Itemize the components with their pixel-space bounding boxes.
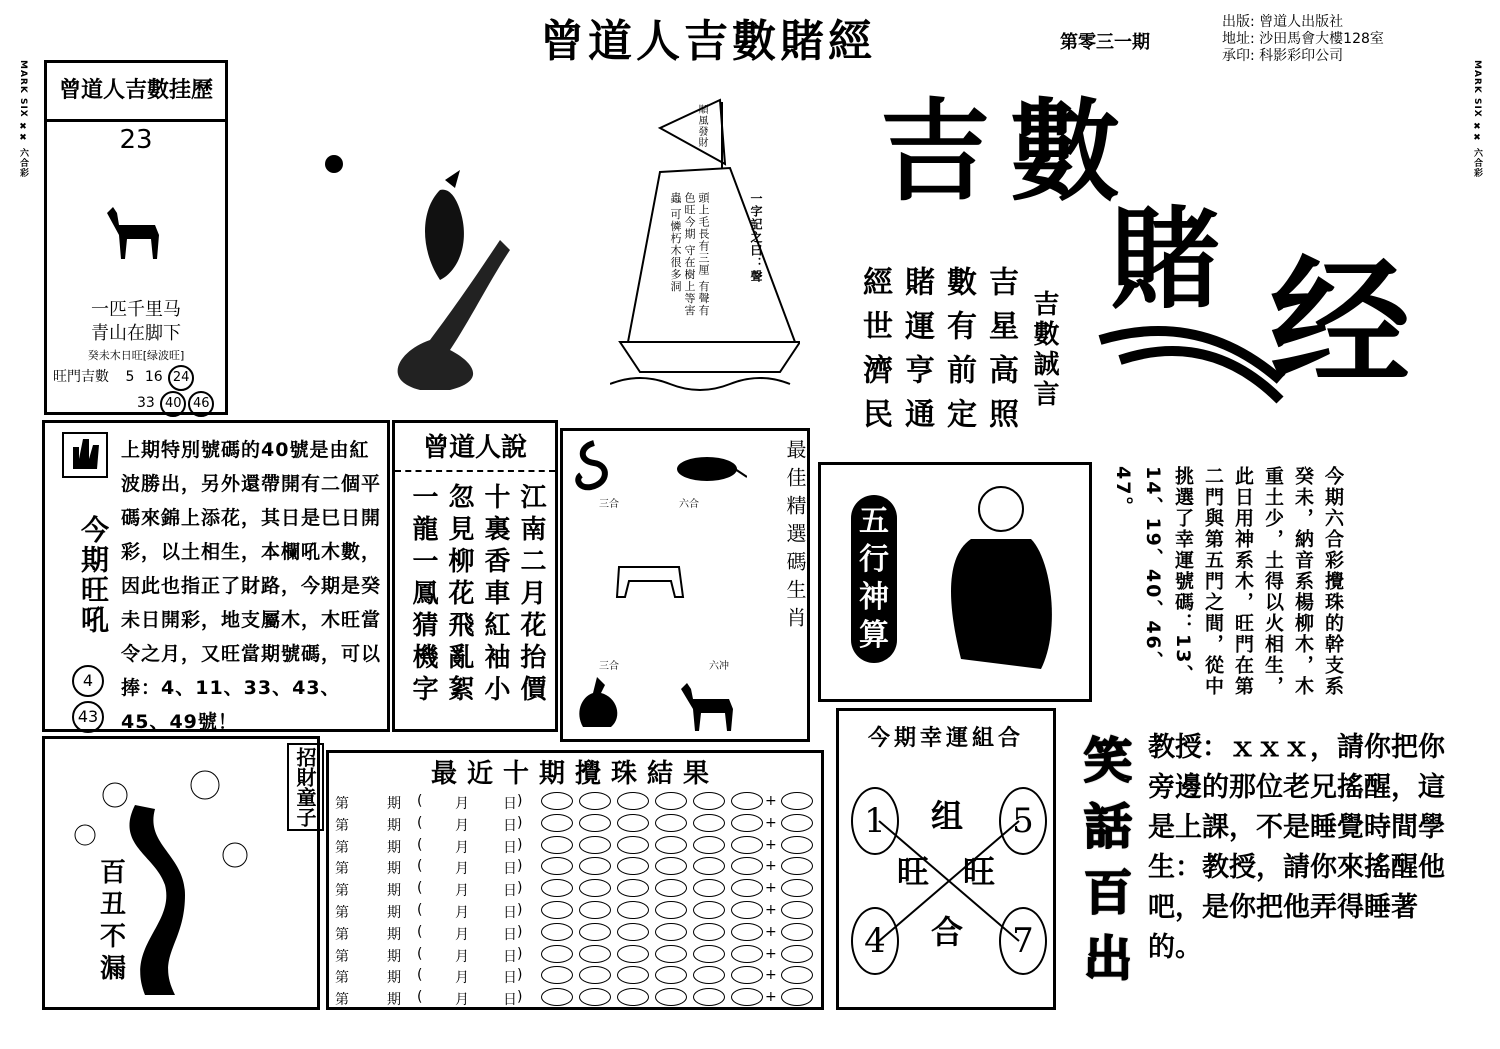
row-month-label: 月 bbox=[455, 992, 469, 1009]
result-balls bbox=[541, 814, 769, 832]
lucky-num-circled: 46 bbox=[188, 391, 214, 417]
publisher-label: 出版: bbox=[1222, 14, 1255, 30]
combo-center-bottom: 合 bbox=[931, 913, 964, 951]
circled-number: 43 bbox=[72, 701, 104, 733]
results-title: 最近十期攪珠結果 bbox=[430, 759, 719, 789]
row-day-label: 日 bbox=[503, 883, 517, 900]
goat-icon bbox=[99, 203, 169, 263]
special-ball bbox=[781, 857, 819, 875]
motto-title: 吉數誠言 bbox=[1029, 290, 1059, 410]
row-qi-label: 期 bbox=[387, 992, 401, 1009]
special-ball bbox=[781, 945, 819, 963]
plus-sign: + bbox=[765, 923, 777, 940]
special-ball bbox=[781, 814, 819, 832]
row-qi-label: 第 bbox=[335, 861, 349, 878]
zhaocai-box bbox=[42, 736, 320, 1010]
wuxing-title: 五行神算 bbox=[851, 495, 897, 663]
result-balls bbox=[541, 857, 769, 875]
sail-riddle: 一字記之曰：聲 bbox=[749, 192, 763, 283]
sayings-col-4: 一龍一鳳猜機字 bbox=[408, 483, 438, 707]
row-day-label: 日 bbox=[503, 926, 517, 943]
row-day-label: 日 bbox=[503, 992, 517, 1009]
combo-center-right: 旺 bbox=[963, 853, 996, 891]
address-label: 地址: bbox=[1222, 31, 1255, 47]
row-month-label: 月 bbox=[455, 861, 469, 878]
zhaocai-title: 招財童子 bbox=[287, 743, 324, 831]
row-qi-label: 期 bbox=[387, 861, 401, 878]
lucky-num: 5 bbox=[125, 369, 135, 385]
special-ball bbox=[781, 988, 819, 1006]
plus-sign: + bbox=[765, 989, 777, 1006]
calendar-title: 曾道人吉數挂歷 bbox=[47, 63, 225, 122]
hand-icon bbox=[59, 429, 111, 481]
sayings-box bbox=[392, 420, 558, 732]
sailboat-illustration bbox=[610, 92, 800, 392]
result-row: 第 期 ( 月 日 ) + bbox=[335, 965, 805, 987]
plus-sign: + bbox=[765, 967, 777, 984]
result-balls bbox=[541, 792, 769, 810]
lucky-num-circled: 40 bbox=[160, 391, 186, 417]
results-box bbox=[326, 750, 824, 1010]
combo-num-4: 7 bbox=[999, 907, 1047, 975]
row-qi-label: 期 bbox=[387, 948, 401, 965]
tree-illustration bbox=[55, 745, 275, 1005]
page-title: 曾道人吉數賭經 bbox=[540, 16, 876, 67]
brand-char-1: 吉 bbox=[880, 88, 990, 216]
special-ball bbox=[781, 792, 819, 810]
result-row: 第 期 ( 月 日 ) + bbox=[335, 835, 805, 857]
row-qi-label: 第 bbox=[335, 970, 349, 987]
zodiac-box bbox=[560, 428, 810, 742]
plus-sign: + bbox=[765, 858, 777, 875]
row-day-label: 日 bbox=[503, 839, 517, 856]
combo-box bbox=[836, 708, 1056, 1010]
snake-icon bbox=[569, 437, 619, 497]
sayings-col-3: 忽見柳花飛亂絮 bbox=[444, 483, 474, 707]
row-month-label: 月 bbox=[455, 926, 469, 943]
result-row: 第 期 ( 月 日 ) + bbox=[335, 922, 805, 944]
result-row: 第 期 ( 月 日 ) + bbox=[335, 878, 805, 900]
goat-icon bbox=[673, 679, 743, 735]
lucky-label: 旺門吉數 bbox=[53, 369, 109, 385]
calendar-note: 癸未木日旺[绿波旺] bbox=[87, 349, 185, 362]
wangxiao-box bbox=[42, 420, 390, 732]
result-balls bbox=[541, 966, 769, 984]
row-month-label: 月 bbox=[455, 839, 469, 856]
row-qi-label: 第 bbox=[335, 817, 349, 834]
result-row: 第 期 ( 月 日 ) + bbox=[335, 900, 805, 922]
row-qi-label: 第 bbox=[335, 948, 349, 965]
result-row: 第 期 ( 月 日 ) + bbox=[335, 944, 805, 966]
motto-col-1: 吉星高照 bbox=[983, 266, 1018, 442]
wangxiao-text: 上期特別號碼的40號是由紅波勝出，另外還帶開有二個平碼來錦上添花，其日是巳日開彩，以土相生，本欄吼木數，因此也指正了財路，今期是癸未日開彩，地支屬木，木旺當令之月，又旺當期號碼，可以捧：4、11、33、43、45、49號！ bbox=[121, 439, 382, 733]
result-balls bbox=[541, 923, 769, 941]
printer-label: 承印: bbox=[1222, 48, 1255, 64]
right-side-strip bbox=[1464, 60, 1490, 1040]
combo-center-top: 组 bbox=[931, 797, 964, 835]
combo-title: 今期幸運組合 bbox=[867, 726, 1024, 751]
lucky-numbers bbox=[53, 365, 195, 391]
row-month-label: 月 bbox=[455, 817, 469, 834]
lucky-num-circled: 24 bbox=[168, 365, 194, 391]
lucky-numbers-2 bbox=[137, 391, 215, 417]
special-ball bbox=[781, 901, 819, 919]
results-rows bbox=[335, 791, 821, 1009]
combo-num-1: 1 bbox=[851, 787, 899, 855]
row-qi-label: 期 bbox=[387, 839, 401, 856]
result-balls bbox=[541, 836, 769, 854]
joke-title: 笑話百出 bbox=[1083, 733, 1132, 987]
row-day-label: 日 bbox=[503, 905, 517, 921]
plus-sign: + bbox=[765, 880, 777, 897]
row-month-label: 月 bbox=[455, 883, 469, 900]
special-ball bbox=[781, 836, 819, 854]
plus-sign: + bbox=[765, 814, 777, 831]
left-side-strip bbox=[10, 60, 36, 1040]
motto-col-2: 數有前定 bbox=[941, 266, 976, 442]
joke-box bbox=[1062, 714, 1458, 1010]
joke-text: 教授：ｘｘｘ，請你把你旁邊的那位老兄搖醒，這是上課，不是睡覺時間學生：教授，請你來搖醒他吧，是你把他弄得睡著的。 bbox=[1148, 732, 1445, 963]
zodiac-label-1: 三合 bbox=[599, 499, 619, 510]
plus-sign: + bbox=[765, 902, 777, 918]
row-qi-label: 期 bbox=[387, 905, 401, 921]
zhaocai-phrase: 百丑不漏 bbox=[99, 858, 126, 984]
wuxing-text: 今期六合彩攪珠的幹支系癸未，納音系楊柳木，木重土少，土得以火相生，此日用神系木，旺門在第二門與第五門之間，從中挑選了幸運號碼：13、14、19、40、46、47。 bbox=[1112, 466, 1344, 697]
zodiac-label-4: 六冲 bbox=[709, 661, 729, 672]
row-day-label: 日 bbox=[503, 948, 517, 965]
row-qi-label: 期 bbox=[387, 926, 401, 943]
row-qi-label: 第 bbox=[335, 992, 349, 1009]
brand-char-4: 经 bbox=[1270, 243, 1411, 406]
result-balls bbox=[541, 879, 769, 897]
rat-icon bbox=[667, 447, 747, 487]
motto-col-3: 賭運亨通 bbox=[899, 266, 934, 442]
row-qi-label: 期 bbox=[387, 970, 401, 987]
result-balls bbox=[541, 945, 769, 963]
plus-sign: + bbox=[765, 945, 777, 962]
wuxing-box bbox=[818, 462, 1092, 702]
plus-sign: + bbox=[765, 836, 777, 853]
sail-poem: 頭上毛長有三厘 有聲有色旺今期 守在樹上等害蟲 可憐朽木很多洞 bbox=[669, 192, 710, 317]
result-balls bbox=[541, 988, 769, 1006]
plus-sign: + bbox=[765, 793, 777, 809]
side-text: MARK SIX ✖✖ 六合彩 bbox=[1472, 60, 1482, 178]
combo-num-3: 4 bbox=[851, 907, 899, 975]
motto-col-4: 經世濟民 bbox=[857, 266, 892, 442]
wangxiao-circled bbox=[71, 665, 105, 733]
result-balls bbox=[541, 901, 769, 919]
result-row: 第 期 ( 月 日 ) + bbox=[335, 856, 805, 878]
row-qi-label: 期 bbox=[387, 817, 401, 834]
row-month-label: 月 bbox=[455, 970, 469, 987]
row-qi-label: 第 bbox=[335, 796, 349, 812]
row-qi-label: 第 bbox=[335, 839, 349, 856]
row-day-label: 日 bbox=[503, 817, 517, 834]
sayings-col-2: 十裏香車紅袖小 bbox=[480, 483, 510, 707]
row-day-label: 日 bbox=[503, 970, 517, 987]
special-ball bbox=[781, 879, 819, 897]
row-qi-label: 期 bbox=[387, 883, 401, 900]
publisher: 曾道人出版社 bbox=[1259, 14, 1344, 30]
special-ball bbox=[781, 923, 819, 941]
row-qi-label: 第 bbox=[335, 905, 349, 921]
combo-center-left: 旺 bbox=[897, 853, 930, 891]
calendar-day: 23 bbox=[119, 125, 153, 155]
bird-on-branch-illustration bbox=[320, 150, 540, 400]
calendar-verse-1: 一匹千里马 bbox=[91, 299, 181, 320]
lucky-num: 16 bbox=[144, 369, 163, 385]
sayings-title: 曾道人說 bbox=[395, 427, 555, 472]
row-month-label: 月 bbox=[455, 948, 469, 965]
row-day-label: 日 bbox=[503, 796, 517, 812]
wangxiao-heading: 今期旺吼 bbox=[77, 515, 110, 635]
address: 沙田馬會大樓128室 bbox=[1259, 31, 1384, 47]
calendar-box bbox=[44, 60, 228, 415]
lucky-num: 33 bbox=[137, 395, 155, 411]
result-row: 第 期 ( 月 日 ) + bbox=[335, 813, 805, 835]
result-row: 第 期 ( 月 日 ) + bbox=[335, 791, 805, 813]
ox-icon bbox=[609, 557, 689, 607]
zodiac-side-label: 最佳精選碼生肖 bbox=[783, 439, 807, 635]
brand-char-3: 賭 bbox=[1110, 196, 1220, 324]
rooster-icon bbox=[567, 673, 627, 737]
publisher-info bbox=[1222, 14, 1384, 65]
zodiac-label-3: 三合 bbox=[599, 661, 619, 672]
brand-swoosh bbox=[1090, 310, 1290, 410]
brand-char-2: 數 bbox=[1010, 88, 1120, 216]
side-text: MARK SIX ✖✖ 六合彩 bbox=[18, 60, 28, 178]
circled-number: 4 bbox=[72, 665, 104, 697]
row-qi-label: 第 bbox=[335, 883, 349, 900]
sayings-col-1: 江南二月花抬價 bbox=[516, 483, 546, 707]
printer: 科影彩印公司 bbox=[1259, 48, 1344, 64]
row-month-label: 月 bbox=[455, 905, 469, 921]
calendar-verse-2: 青山在脚下 bbox=[91, 323, 181, 344]
row-qi-label: 第 bbox=[335, 926, 349, 943]
issue-number: 第零三一期 bbox=[1060, 32, 1150, 53]
sail-flag: 順風發財 bbox=[696, 104, 707, 148]
row-qi-label: 期 bbox=[387, 796, 401, 812]
zodiac-label-2: 六合 bbox=[679, 499, 699, 510]
row-day-label: 日 bbox=[503, 861, 517, 878]
special-ball bbox=[781, 966, 819, 984]
result-row: 第 期 ( 月 日 ) + bbox=[335, 987, 805, 1009]
combo-num-2: 5 bbox=[999, 787, 1047, 855]
deity-figure bbox=[921, 479, 1081, 693]
row-month-label: 月 bbox=[455, 796, 469, 812]
